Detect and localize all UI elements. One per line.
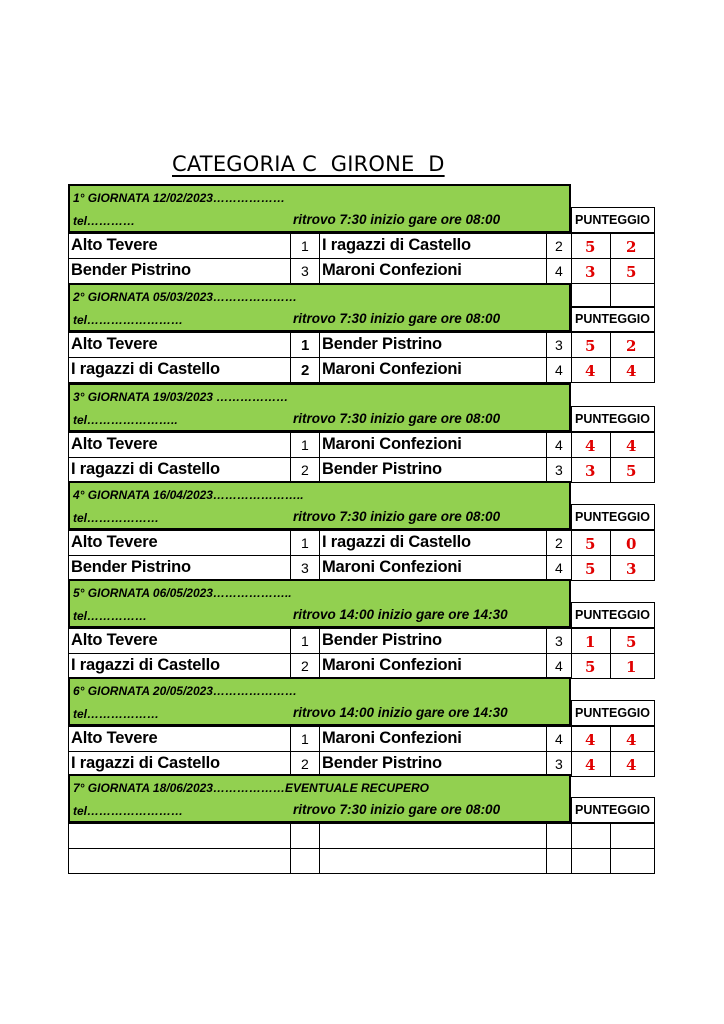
score-home: 4 bbox=[585, 756, 596, 774]
punteggio-label: PUNTEGGIO bbox=[575, 706, 651, 720]
home-number: 1 bbox=[301, 337, 310, 354]
ritrovo-info: ritrovo 7:30 inizio gare ore 08:00 bbox=[293, 311, 501, 326]
home-team: Alto Tevere bbox=[71, 435, 158, 453]
score-home: 5 bbox=[585, 238, 596, 256]
away-number-cell bbox=[546, 848, 572, 874]
ritrovo-info: ritrovo 7:30 inizio gare ore 08:00 bbox=[293, 212, 501, 227]
score-away: 2 bbox=[626, 337, 637, 355]
away-number: 4 bbox=[555, 560, 563, 576]
giornata-header bbox=[68, 774, 571, 799]
score-home: 4 bbox=[585, 437, 596, 455]
away-number: 2 bbox=[555, 535, 563, 551]
punteggio-label: PUNTEGGIO bbox=[575, 608, 651, 622]
punteggio-header bbox=[571, 504, 655, 530]
giornata-header bbox=[68, 383, 571, 408]
ritrovo-info: ritrovo 7:30 inizio gare ore 08:00 bbox=[293, 802, 501, 817]
home-team: I ragazzi di Castello bbox=[71, 460, 220, 478]
away-team: Bender Pistrino bbox=[322, 631, 442, 649]
tel-field: tel…………………… bbox=[73, 804, 184, 818]
score-home: 1 bbox=[585, 633, 596, 651]
score-home: 4 bbox=[585, 362, 596, 380]
page-title: CATEGORIA C GIRONE D bbox=[172, 152, 445, 176]
home-team-cell bbox=[68, 823, 291, 849]
score-home-cell bbox=[571, 823, 611, 849]
home-team: Alto Tevere bbox=[71, 236, 158, 254]
punteggio-header bbox=[571, 207, 655, 233]
punteggio-header bbox=[571, 406, 655, 432]
score-home: 3 bbox=[585, 462, 596, 480]
punteggio-label: PUNTEGGIO bbox=[575, 213, 651, 227]
away-number: 4 bbox=[555, 263, 563, 279]
tel-field: tel………………….. bbox=[73, 413, 178, 427]
away-team: I ragazzi di Castello bbox=[322, 236, 471, 254]
away-number: 3 bbox=[555, 462, 563, 478]
away-team-cell bbox=[319, 823, 547, 849]
punteggio-label: PUNTEGGIO bbox=[575, 412, 651, 426]
home-team: Alto Tevere bbox=[71, 729, 158, 747]
home-number: 2 bbox=[301, 362, 310, 379]
tel-field: tel…………………… bbox=[73, 313, 184, 327]
home-team-cell bbox=[68, 848, 291, 874]
tel-field: tel………… bbox=[73, 214, 136, 228]
away-number: 3 bbox=[555, 756, 563, 772]
empty-cell bbox=[610, 283, 655, 308]
punteggio-label: PUNTEGGIO bbox=[575, 312, 651, 326]
home-team: Alto Tevere bbox=[71, 335, 158, 353]
away-number: 3 bbox=[555, 633, 563, 649]
giornata-info-row bbox=[68, 799, 571, 823]
home-team: Bender Pistrino bbox=[71, 558, 191, 576]
giornata-info-row bbox=[68, 408, 571, 432]
away-team: Maroni Confezioni bbox=[322, 656, 462, 674]
away-team: Maroni Confezioni bbox=[322, 360, 462, 378]
score-away: 3 bbox=[626, 560, 637, 578]
home-number: 2 bbox=[301, 756, 309, 772]
home-team: I ragazzi di Castello bbox=[71, 656, 220, 674]
score-home-cell bbox=[571, 848, 611, 874]
giornata-header bbox=[68, 184, 571, 209]
giornata-label: 4° GIORNATA 16/04/2023………………….. bbox=[73, 488, 304, 502]
score-away: 4 bbox=[626, 756, 637, 774]
giornata-header bbox=[68, 579, 571, 604]
score-away: 5 bbox=[626, 462, 637, 480]
score-home: 5 bbox=[585, 560, 596, 578]
away-team-cell bbox=[319, 848, 547, 874]
away-number: 4 bbox=[555, 731, 563, 747]
away-team: Maroni Confezioni bbox=[322, 558, 462, 576]
home-number: 1 bbox=[301, 535, 309, 551]
ritrovo-info: ritrovo 7:30 inizio gare ore 08:00 bbox=[293, 411, 501, 426]
home-number: 1 bbox=[301, 731, 309, 747]
punteggio-header bbox=[571, 797, 655, 823]
giornata-label: 6° GIORNATA 20/05/2023………………… bbox=[73, 684, 297, 698]
giornata-label: 3° GIORNATA 19/03/2023 ……………… bbox=[73, 390, 289, 404]
away-number: 4 bbox=[555, 362, 563, 378]
giornata-info-row bbox=[68, 604, 571, 628]
tel-field: tel……………… bbox=[73, 511, 160, 525]
score-away: 4 bbox=[626, 437, 637, 455]
giornata-header bbox=[68, 283, 571, 308]
giornata-header bbox=[68, 677, 571, 702]
home-team: Alto Tevere bbox=[71, 631, 158, 649]
ritrovo-info: ritrovo 14:00 inizio gare ore 14:30 bbox=[293, 705, 508, 720]
giornata-label: 7° GIORNATA 18/06/2023………………EVENTUALE RECUPERO bbox=[73, 781, 429, 795]
score-home: 3 bbox=[585, 263, 596, 281]
home-number: 3 bbox=[301, 560, 309, 576]
score-away-cell bbox=[610, 848, 655, 874]
ritrovo-info: ritrovo 7:30 inizio gare ore 08:00 bbox=[293, 509, 501, 524]
score-away: 5 bbox=[626, 633, 637, 651]
empty-cell bbox=[571, 283, 611, 308]
home-number: 3 bbox=[301, 263, 309, 279]
away-number: 4 bbox=[555, 658, 563, 674]
score-home: 5 bbox=[585, 658, 596, 676]
home-number: 2 bbox=[301, 658, 309, 674]
away-number: 3 bbox=[555, 337, 563, 353]
home-team: Alto Tevere bbox=[71, 533, 158, 551]
score-away: 2 bbox=[626, 238, 637, 256]
score-home: 4 bbox=[585, 731, 596, 749]
score-away: 4 bbox=[626, 362, 637, 380]
score-away: 0 bbox=[626, 535, 637, 553]
giornata-info-row bbox=[68, 702, 571, 726]
giornata-label: 2° GIORNATA 05/03/2023………………… bbox=[73, 290, 297, 304]
away-number: 2 bbox=[555, 238, 563, 254]
away-number: 4 bbox=[555, 437, 563, 453]
away-team: Maroni Confezioni bbox=[322, 261, 462, 279]
away-team: Maroni Confezioni bbox=[322, 435, 462, 453]
away-team: Bender Pistrino bbox=[322, 754, 442, 772]
tel-field: tel…………… bbox=[73, 609, 148, 623]
punteggio-header bbox=[571, 306, 655, 332]
score-away-cell bbox=[610, 823, 655, 849]
home-number-cell bbox=[290, 848, 320, 874]
home-number: 1 bbox=[301, 633, 309, 649]
giornata-info-row bbox=[68, 308, 571, 332]
score-away: 4 bbox=[626, 731, 637, 749]
giornata-label: 1° GIORNATA 12/02/2023……………… bbox=[73, 191, 285, 205]
tel-field: tel……………… bbox=[73, 707, 160, 721]
punteggio-header bbox=[571, 602, 655, 628]
score-home: 5 bbox=[585, 337, 596, 355]
score-home: 5 bbox=[585, 535, 596, 553]
away-team: Maroni Confezioni bbox=[322, 729, 462, 747]
home-team: I ragazzi di Castello bbox=[71, 754, 220, 772]
giornata-header bbox=[68, 481, 571, 506]
giornata-label: 5° GIORNATA 06/05/2023……………….. bbox=[73, 586, 292, 600]
away-team: Bender Pistrino bbox=[322, 460, 442, 478]
home-number: 1 bbox=[301, 437, 309, 453]
home-number-cell bbox=[290, 823, 320, 849]
home-number: 1 bbox=[301, 238, 309, 254]
giornata-info-row bbox=[68, 209, 571, 233]
punteggio-label: PUNTEGGIO bbox=[575, 803, 651, 817]
giornata-info-row bbox=[68, 506, 571, 530]
home-team: I ragazzi di Castello bbox=[71, 360, 220, 378]
away-team: Bender Pistrino bbox=[322, 335, 442, 353]
home-team: Bender Pistrino bbox=[71, 261, 191, 279]
punteggio-label: PUNTEGGIO bbox=[575, 510, 651, 524]
ritrovo-info: ritrovo 14:00 inizio gare ore 14:30 bbox=[293, 607, 508, 622]
punteggio-header bbox=[571, 700, 655, 726]
away-team: I ragazzi di Castello bbox=[322, 533, 471, 551]
score-away: 5 bbox=[626, 263, 637, 281]
score-away: 1 bbox=[626, 658, 637, 676]
home-number: 2 bbox=[301, 462, 309, 478]
away-number-cell bbox=[546, 823, 572, 849]
